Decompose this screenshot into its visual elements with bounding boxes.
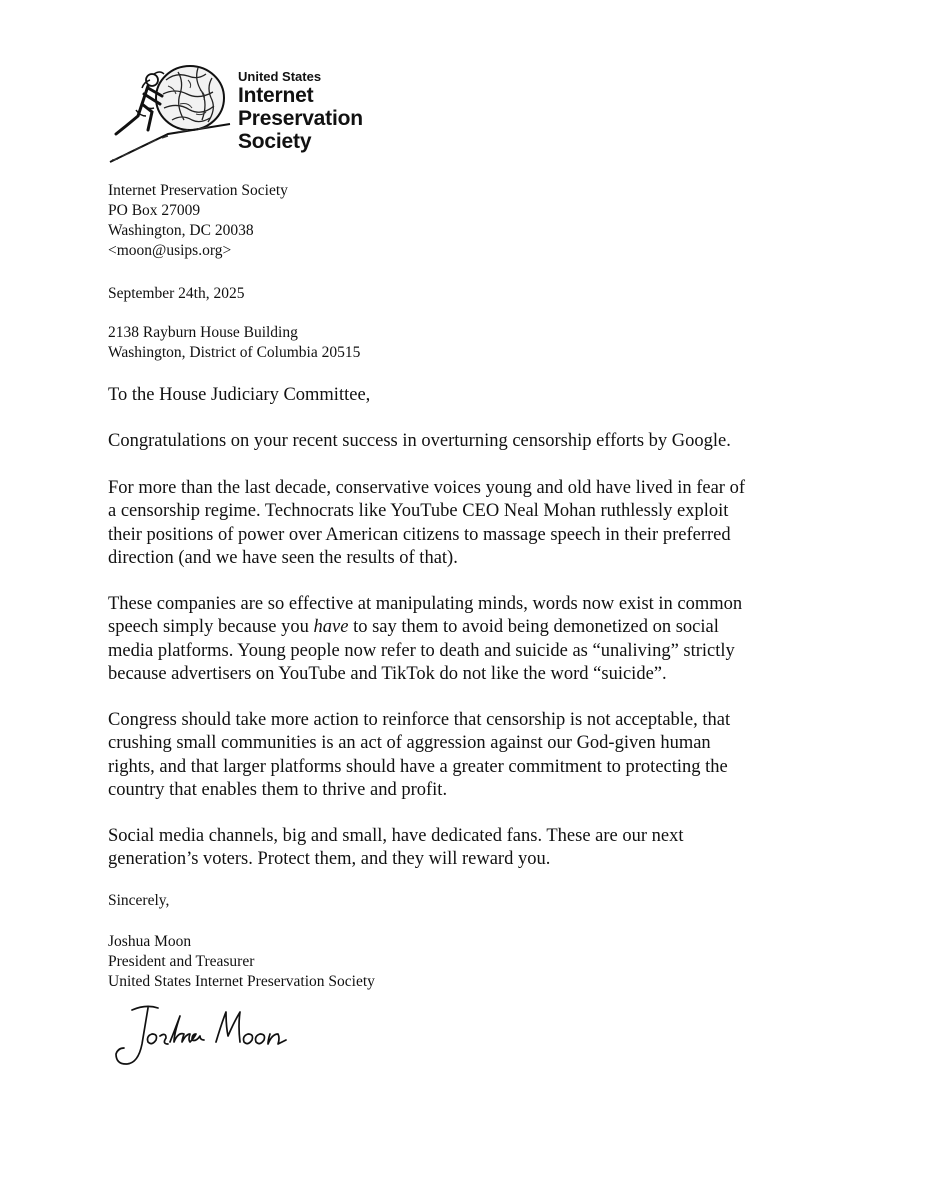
paragraph-4-line: rights, and that larger platforms should have a greater commitment to protecting the bbox=[108, 756, 728, 777]
paragraph-2-line: their positions of power over American citizens to massage speech in their preferred bbox=[108, 524, 731, 545]
recipient-address bbox=[108, 323, 360, 363]
signer-title: President and Treasurer bbox=[108, 953, 255, 970]
sender-email: <moon@usips.org> bbox=[108, 242, 232, 259]
paragraph-3-line: These companies are so effective at manipulating minds, words now exist in common bbox=[108, 594, 743, 614]
recipient-address-line-2: Washington, District of Columbia 20515 bbox=[108, 344, 361, 361]
sisyphus-boulder-icon bbox=[108, 60, 233, 165]
org-name-line-1: Internet bbox=[238, 84, 314, 107]
paragraph-5 bbox=[108, 825, 684, 872]
date-text: September 24th, 2025 bbox=[108, 285, 245, 302]
closing-text: Sincerely, bbox=[108, 892, 170, 909]
paragraph-5-line: Social media channels, big and small, have dedicated fans. These are our next bbox=[108, 826, 684, 846]
paragraph-2 bbox=[108, 477, 745, 570]
organization-name bbox=[238, 70, 363, 153]
paragraph-4 bbox=[108, 709, 730, 802]
closing bbox=[108, 891, 169, 911]
emphasized-word: have bbox=[313, 617, 349, 638]
paragraph-4-line: crushing small communities is an act of aggression against our God-given human bbox=[108, 733, 711, 754]
signer-block bbox=[108, 932, 375, 992]
paragraph-2-line: direction (and we have seen the results of that). bbox=[108, 547, 458, 568]
sender-city: Washington, DC 20038 bbox=[108, 222, 254, 239]
sender-name: Internet Preservation Society bbox=[108, 182, 288, 199]
paragraph-1-line: Congratulations on your recent success in overturning censorship efforts by Google. bbox=[108, 431, 731, 451]
paragraph-3-line: media platforms. Young people now refer to death and suicide as “unaliving” strictly bbox=[108, 640, 735, 661]
paragraph-1 bbox=[108, 430, 731, 453]
signer-organization: United States Internet Preservation Society bbox=[108, 973, 375, 990]
sender-address bbox=[108, 181, 288, 261]
paragraph-2-line: For more than the last decade, conservative voices young and old have lived in fear of bbox=[108, 478, 746, 498]
org-name-small: United States bbox=[238, 69, 322, 84]
paragraph-3-text-before: speech simply because you bbox=[108, 617, 314, 638]
recipient-address-line-1: 2138 Rayburn House Building bbox=[108, 324, 298, 341]
salutation bbox=[108, 384, 370, 407]
handwritten-signature bbox=[112, 1000, 302, 1077]
paragraph-3-line: because advertisers on YouTube and TikTok do not like the word “suicide”. bbox=[108, 663, 667, 684]
paragraph-3 bbox=[108, 593, 742, 686]
signature-graphic bbox=[112, 1000, 302, 1072]
paragraph-3-line-with-emphasis bbox=[108, 616, 742, 639]
letter-date bbox=[108, 284, 244, 304]
paragraph-5-line: generation’s voters. Protect them, and they will reward you. bbox=[108, 849, 551, 870]
org-name-line-3: Society bbox=[238, 130, 312, 153]
paragraph-3-text-after: to say them to avoid being demonetized on social bbox=[348, 617, 719, 638]
paragraph-4-line: country that enables them to thrive and profit. bbox=[108, 779, 448, 800]
paragraph-2-line: a censorship regime. Technocrats like YouTube CEO Neal Mohan ruthlessly exploit bbox=[108, 501, 729, 522]
organization-logo bbox=[108, 60, 388, 165]
signer-name: Joshua Moon bbox=[108, 933, 192, 950]
org-name-line-2: Preservation bbox=[238, 107, 363, 130]
salutation-text: To the House Judiciary Committee, bbox=[108, 385, 371, 405]
paragraph-4-line: Congress should take more action to reinforce that censorship is not acceptable, that bbox=[108, 710, 731, 730]
sender-po-box: PO Box 27009 bbox=[108, 202, 201, 219]
